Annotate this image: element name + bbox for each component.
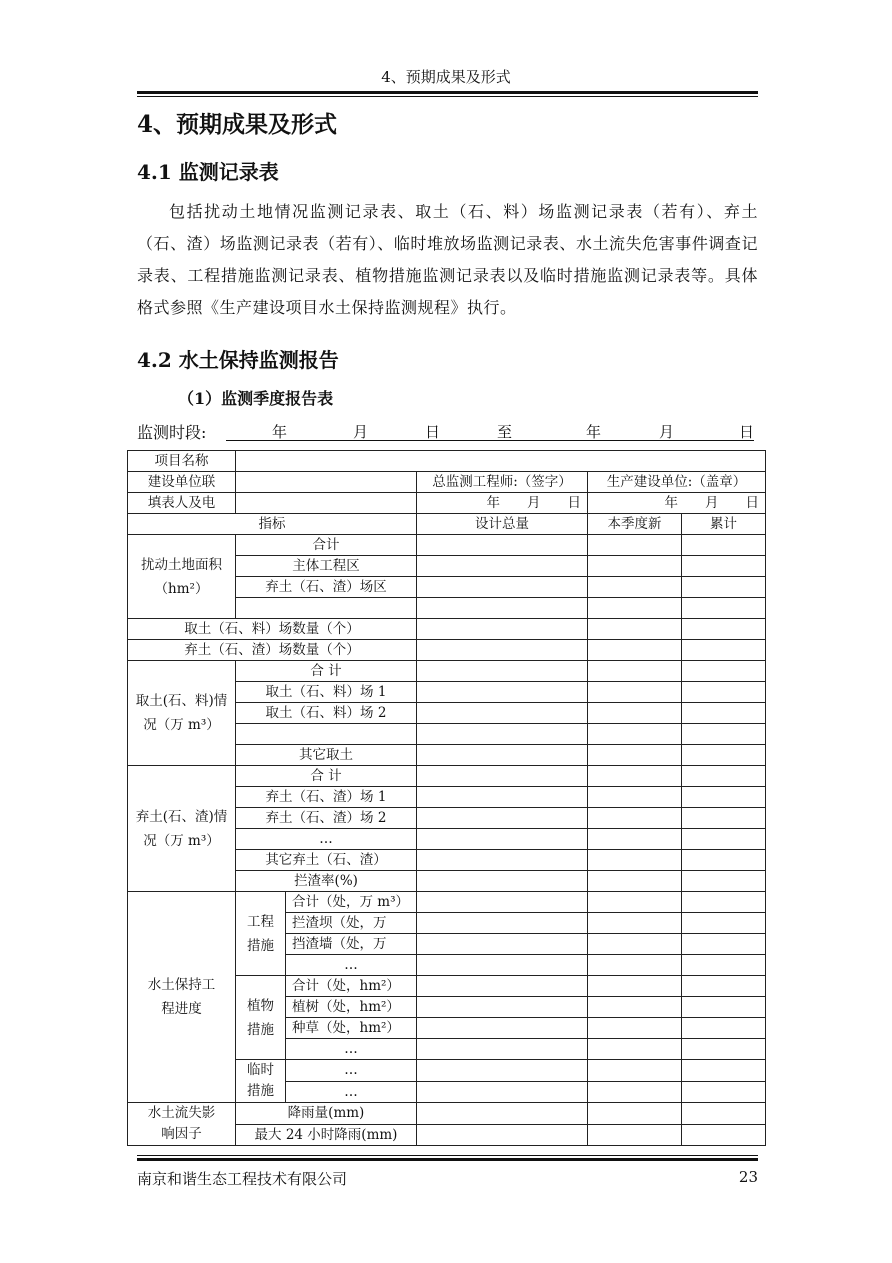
table-cell[interactable] xyxy=(682,1060,766,1082)
table-cell[interactable] xyxy=(417,934,588,955)
table-cell[interactable] xyxy=(588,1060,682,1082)
spoil-label: 弃土(石、渣)情况（万 m³） xyxy=(128,766,236,892)
table-cell[interactable] xyxy=(417,1103,588,1125)
table-cell[interactable] xyxy=(417,598,588,619)
table-cell[interactable] xyxy=(588,1039,682,1060)
table-cell[interactable] xyxy=(588,913,682,934)
table-cell[interactable] xyxy=(682,535,766,556)
table-cell[interactable] xyxy=(588,892,682,913)
borrow-total: 合 计 xyxy=(236,661,417,682)
period-month-2: 月 xyxy=(659,423,675,441)
footer-rule-thick xyxy=(137,1158,758,1161)
table-cell[interactable] xyxy=(682,913,766,934)
table-cell[interactable] xyxy=(682,1103,766,1125)
row-filler-label: 填表人及电 xyxy=(128,493,236,514)
table-cell[interactable] xyxy=(682,1081,766,1103)
chief-engineer-signature: 总监测工程师:（签字） xyxy=(417,472,588,493)
table-cell[interactable] xyxy=(588,1081,682,1103)
table-cell[interactable] xyxy=(588,955,682,976)
rainfall: 降雨量(mm) xyxy=(236,1103,417,1125)
footer-rule-thin xyxy=(137,1155,758,1156)
disturbed-land-label: 扰动土地面积（hm²） xyxy=(128,535,236,619)
table-cell[interactable] xyxy=(588,934,682,955)
table-cell[interactable] xyxy=(417,871,588,892)
footer-company: 南京和谐生态工程技术有限公司 xyxy=(137,1170,348,1188)
table-cell[interactable] xyxy=(682,892,766,913)
table-cell[interactable] xyxy=(588,724,682,745)
table-cell[interactable] xyxy=(682,766,766,787)
table-cell[interactable] xyxy=(417,1018,588,1039)
spoil-retention-rate: 拦渣率(%) xyxy=(236,871,417,892)
table-cell[interactable] xyxy=(588,640,682,661)
period-year-2: 年 xyxy=(586,423,602,441)
table-cell[interactable] xyxy=(588,661,682,682)
spoil-other: 其它弃土（石、渣） xyxy=(236,850,417,871)
period-day-1: 日 xyxy=(425,423,441,441)
table-cell xyxy=(236,724,417,745)
table-cell[interactable] xyxy=(682,724,766,745)
sign-date-1: 年 月 日 xyxy=(417,493,588,514)
table-cell[interactable] xyxy=(417,577,588,598)
eng-ellipsis: … xyxy=(286,955,417,976)
table-cell[interactable] xyxy=(417,787,588,808)
table-cell[interactable] xyxy=(682,997,766,1018)
col-header-cumulative: 累计 xyxy=(682,514,766,535)
eng-total: 合计（处，万 m³） xyxy=(286,892,417,913)
table-cell[interactable] xyxy=(682,850,766,871)
max-24h-rainfall: 最大 24 小时降雨(mm) xyxy=(236,1124,417,1146)
monitoring-period-underline xyxy=(226,440,754,441)
table-cell[interactable] xyxy=(588,808,682,829)
table-cell[interactable] xyxy=(588,619,682,640)
table-cell[interactable] xyxy=(417,1060,588,1082)
table-cell[interactable] xyxy=(417,640,588,661)
table-cell[interactable] xyxy=(417,913,588,934)
table-cell[interactable] xyxy=(588,703,682,724)
disturbed-spoil-area: 弃土（石、渣）场区 xyxy=(236,577,417,598)
eng-wall: 挡渣墙（处，万 xyxy=(286,934,417,955)
table-cell[interactable] xyxy=(417,661,588,682)
period-year-1: 年 xyxy=(272,423,288,441)
progress-label: 水土保持工程进度 xyxy=(128,892,236,1103)
veg-grass: 种草（处，hm²） xyxy=(286,1018,417,1039)
table-cell[interactable] xyxy=(588,997,682,1018)
table-cell[interactable] xyxy=(417,556,588,577)
table-cell[interactable] xyxy=(682,745,766,766)
period-to: 至 xyxy=(497,423,513,441)
table-title: （1）监测季度报告表 xyxy=(178,389,334,408)
veg-ellipsis: … xyxy=(286,1039,417,1060)
sign-date-2: 年 月 日 xyxy=(588,493,766,514)
table-cell[interactable] xyxy=(417,682,588,703)
borrow-site-count: 取土（石、料）场数量（个） xyxy=(128,619,417,640)
table-cell[interactable] xyxy=(682,577,766,598)
veg-tree: 植树（处，hm²） xyxy=(286,997,417,1018)
project-name-value[interactable] xyxy=(236,451,766,472)
table-cell[interactable] xyxy=(588,556,682,577)
page-number: 23 xyxy=(738,1168,758,1186)
table-cell[interactable] xyxy=(588,598,682,619)
borrow-label: 取土(石、料)情况（万 m³） xyxy=(128,661,236,766)
table-cell[interactable] xyxy=(588,871,682,892)
subsection-heading-4-2: 4.2 水土保持监测报告 xyxy=(137,348,339,372)
table-cell[interactable] xyxy=(417,1081,588,1103)
table-cell xyxy=(236,598,417,619)
table-cell[interactable] xyxy=(417,808,588,829)
table-cell[interactable] xyxy=(682,598,766,619)
spoil-site-count: 弃土（石、渣）场数量（个） xyxy=(128,640,417,661)
table-cell[interactable] xyxy=(682,976,766,997)
subsection-heading-4-1: 4.1 监测记录表 xyxy=(137,160,279,184)
table-cell[interactable] xyxy=(682,682,766,703)
table-cell[interactable] xyxy=(682,640,766,661)
table-cell[interactable] xyxy=(417,829,588,850)
veg-total: 合计（处，hm²） xyxy=(286,976,417,997)
eng-dam: 拦渣坝（处，万 xyxy=(286,913,417,934)
table-cell[interactable] xyxy=(417,724,588,745)
borrow-site-1: 取土（石、料）场 1 xyxy=(236,682,417,703)
body-paragraph: 包括扰动土地情况监测记录表、取土（石、料）场监测记录表（若有）、弃土（石、渣）场监测记录表（若有）、临时堆放场监测记录表、水土流失危害事件调查记录表、工程措施监测记录表、植物措施监测记录表以及临时措施监测记录表等。具体格式参照《生产建设项目水土保持监测规程》执行。 xyxy=(137,202,758,317)
temp-ellipsis-1: … xyxy=(286,1060,417,1082)
table-cell[interactable] xyxy=(588,1124,682,1146)
erosion-factor-label: 水土流失影响因子 xyxy=(128,1103,236,1146)
table-cell[interactable] xyxy=(682,829,766,850)
table-cell[interactable] xyxy=(417,976,588,997)
table-cell[interactable] xyxy=(682,955,766,976)
table-cell[interactable] xyxy=(417,535,588,556)
table-cell[interactable] xyxy=(682,787,766,808)
table-cell[interactable] xyxy=(417,850,588,871)
col-header-indicator: 指标 xyxy=(128,514,417,535)
table-cell[interactable] xyxy=(417,997,588,1018)
spoil-total: 合 计 xyxy=(236,766,417,787)
table-cell[interactable] xyxy=(682,934,766,955)
table-cell[interactable] xyxy=(682,661,766,682)
table-cell[interactable] xyxy=(588,577,682,598)
header-rule-thick xyxy=(137,91,758,94)
table-cell[interactable] xyxy=(417,766,588,787)
table-cell[interactable] xyxy=(682,619,766,640)
quarterly-report-table xyxy=(127,450,766,1146)
table-cell[interactable] xyxy=(417,892,588,913)
monitoring-period-label: 监测时段: xyxy=(137,423,207,442)
table-cell[interactable] xyxy=(417,1124,588,1146)
borrow-site-2: 取土（石、料）场 2 xyxy=(236,703,417,724)
table-cell[interactable] xyxy=(417,1039,588,1060)
row-unit-contact-label: 建设单位联 xyxy=(128,472,236,493)
header-rule-thin xyxy=(137,96,758,97)
table-cell[interactable] xyxy=(588,976,682,997)
table-cell[interactable] xyxy=(588,1018,682,1039)
table-cell[interactable] xyxy=(417,955,588,976)
engineering-measures-label: 工程措施 xyxy=(236,892,286,976)
row-project-name-label: 项目名称 xyxy=(128,451,236,472)
table-cell[interactable] xyxy=(682,556,766,577)
temporary-measures-label: 临时措施 xyxy=(236,1060,286,1103)
col-header-design-total: 设计总量 xyxy=(417,514,588,535)
period-month-1: 月 xyxy=(353,423,369,441)
table-cell[interactable] xyxy=(682,1124,766,1146)
borrow-other: 其它取土 xyxy=(236,745,417,766)
disturbed-main-area: 主体工程区 xyxy=(236,556,417,577)
vegetation-measures-label: 植物措施 xyxy=(236,976,286,1060)
spoil-ellipsis: … xyxy=(236,829,417,850)
temp-ellipsis-2: … xyxy=(286,1081,417,1103)
table-cell[interactable] xyxy=(588,745,682,766)
table-cell[interactable] xyxy=(682,1039,766,1060)
table-cell[interactable] xyxy=(417,745,588,766)
filler-value[interactable] xyxy=(236,493,417,514)
builder-unit-seal: 生产建设单位:（盖章） xyxy=(588,472,766,493)
table-cell[interactable] xyxy=(682,1018,766,1039)
table-cell[interactable] xyxy=(588,766,682,787)
table-cell[interactable] xyxy=(588,829,682,850)
spoil-site-2: 弃土（石、渣）场 2 xyxy=(236,808,417,829)
table-cell[interactable] xyxy=(682,808,766,829)
section-heading: 4、预期成果及形式 xyxy=(137,111,338,138)
table-cell[interactable] xyxy=(588,787,682,808)
table-cell[interactable] xyxy=(682,871,766,892)
table-cell[interactable] xyxy=(588,682,682,703)
table-cell[interactable] xyxy=(417,619,588,640)
running-header: 4、预期成果及形式 xyxy=(381,68,511,86)
table-cell[interactable] xyxy=(682,703,766,724)
table-cell[interactable] xyxy=(588,1103,682,1125)
table-cell[interactable] xyxy=(588,850,682,871)
col-header-quarter-new: 本季度新 xyxy=(588,514,682,535)
unit-contact-value[interactable] xyxy=(236,472,417,493)
period-day-2: 日 xyxy=(739,423,755,441)
spoil-site-1: 弃土（石、渣）场 1 xyxy=(236,787,417,808)
disturbed-total: 合计 xyxy=(236,535,417,556)
table-cell[interactable] xyxy=(417,703,588,724)
table-cell[interactable] xyxy=(588,535,682,556)
